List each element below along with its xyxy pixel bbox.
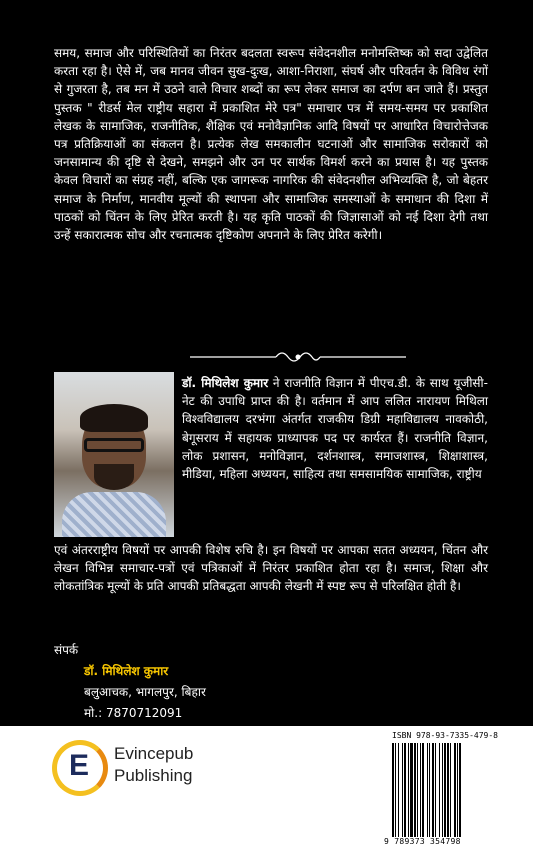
author-name: डॉ. मिथिलेश कुमार xyxy=(182,376,269,390)
author-bio-top xyxy=(182,374,488,483)
author-photo xyxy=(54,372,174,537)
publisher-logo-icon: E xyxy=(52,740,108,796)
contact-name: डॉ. मिथिलेश कुमार xyxy=(84,664,169,678)
publisher-logo xyxy=(52,740,252,800)
publisher-name: Evincepub xyxy=(114,744,194,763)
contact-phone: मो.: 7870712091 xyxy=(84,706,183,720)
barcode-digits: 9 789373 354798 xyxy=(384,837,461,846)
ornament-divider-icon xyxy=(190,346,406,368)
back-cover-blurb: समय, समाज और परिस्थितियों का निरंतर बदलता स्वरूप संवेदनशील मनोमस्तिष्क को सदा उद्वेलित करता रहा है। ऐसे में, जब मानव जीवन सुख-दुःख, आशा-निराशा, संघर्ष और परिवर्तन के विविध रंगों से गुजरता है, तब मन में उठने वाले विचार शब्दों का रूप लेकर समाज का दर्पण बन जाते हैं। प्रस्तुत पुस्तक " रीडर्स मेल राष्ट्रीय सहारा में प्रकाशित मेरे पत्र" समाचार पत्र में समय-समय पर प्रकाशित लेखक के सामाजिक, राजनीतिक, शैक्षिक एवं मनोवैज्ञानिक आदि विषयों पर आधारित विचारोत्तेजक पत्र प्रतिक्रियाओं का संकलन है। प्रत्येक लेख समकालीन घटनाओं और सामाजिक सरोकारों को जनसामान्य की दृष्टि से देखने, समझने और उन पर सार्थक विमर्श करने का प्रयास है। यह पुस्तक केवल विचारों का संग्रह नहीं, बल्कि एक जागरूक नागरिक की संवेदनशील अभिव्यक्ति है, जो बेहतर समाज के निर्माण, मानवीय मूल्यों की स्थापना और सामाजिक समस्याओं के समाधान की दिशा में पाठकों को चिंतन के लिए प्रेरित करती है। यह कृति पाठकों की जिज्ञासाओं को नई दिशा देगी तथा उन्हें सकारात्मक सोच और रचनात्मक दृष्टिकोण अपनाने के लिए प्रेरित करेगी। xyxy=(54,46,488,243)
publisher-sub: Publishing xyxy=(114,766,193,785)
barcode-icon xyxy=(392,743,488,837)
contact-heading: संपर्क xyxy=(54,643,79,657)
contact-block xyxy=(54,640,206,724)
publisher-footer xyxy=(0,726,533,860)
isbn-label: ISBN 978-93-7335-479-8 xyxy=(392,731,498,740)
author-bio-bottom: एवं अंतरराष्ट्रीय विषयों पर आपकी विशेष रुचि है। इन विषयों पर आपका सतत अध्ययन, चिंतन और लेखन विभिन्न समाचार-पत्रों एवं पत्रिकाओं में निरंतर प्रकाशित होता रहा है। समाज, शिक्षा और लोकतांत्रिक मूल्यों के प्रति आपकी प्रतिबद्धता आपकी लेखनी में स्पष्ट रूप से परिलक्षित होती है। xyxy=(54,543,488,594)
author-bio-text: ने राजनीति विज्ञान में पीएच.डी. के साथ यूजीसी-नेट की उपाधि प्राप्त की है। वर्तमान में आप ललित नारायण मिथिला विश्वविद्यालय दरभंगा अंतर्गत राजकीय डिग्री महाविद्यालय नावकोठी, बेगूसराय में सहायक प्राध्यापक पद पर कार्यरत हैं। राजनीति विज्ञान, लोक प्रशासन, मनोविज्ञान, दर्शनशास्त्र, समाजशास्त्र, शिक्षाशास्त्र, मीडिया, महिला अध्ययन, साहित्य तथा समसामयिक सामाजिक, राष्ट्रीय xyxy=(182,376,488,482)
contact-address: बलुआचक, भागलपुर, बिहार xyxy=(84,685,206,699)
